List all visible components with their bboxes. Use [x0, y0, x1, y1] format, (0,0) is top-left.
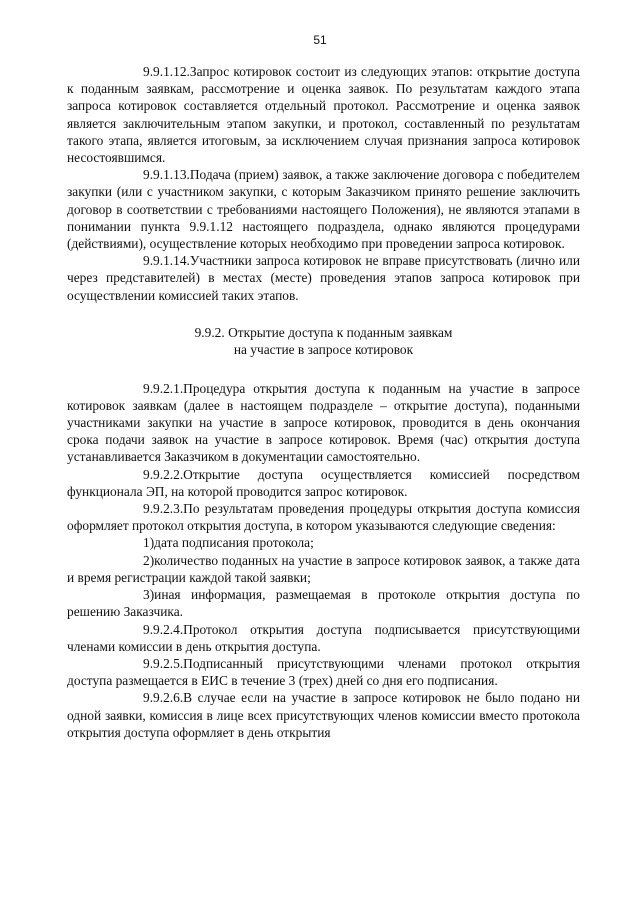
list-item [67, 534, 580, 551]
paragraph-number: 9.9.2.4. [143, 621, 184, 637]
paragraph-9-9-2-6 [67, 689, 580, 741]
paragraph-number: 9.9.2.5. [143, 655, 184, 671]
paragraph-number: 9.9.1.14. [143, 253, 190, 269]
paragraph-text: Подписанный присутствующими членами протокол открытия доступа размещается в ЕИС в течение 3 (трех) дней со дня его подписания. [67, 655, 580, 689]
list-item-text: дата подписания протокола; [154, 535, 314, 551]
paragraph-text: Участники запроса котировок не вправе присутствовать (лично или через представителей) в местах (месте) проведения этапов запроса котировок при осуществлении комиссией таких этапов. [67, 253, 580, 303]
list-item-number: 2) [143, 552, 155, 568]
paragraph-9-9-2-5 [67, 655, 580, 689]
list-item [67, 586, 580, 620]
document-body [67, 63, 580, 741]
paragraph-9-9-1-12 [67, 63, 580, 166]
paragraph-number: 9.9.1.12. [143, 64, 190, 79]
paragraph-number: 9.9.1.13. [143, 167, 190, 183]
paragraph-9-9-2-1 [67, 380, 580, 466]
list-item-number: 1) [143, 535, 155, 551]
paragraph-text: Протокол открытия доступа подписывается присутствующими членами комиссии в день открытия доступа. [67, 621, 580, 654]
section-heading-line-2: на участие в запросе котировок [233, 342, 414, 358]
paragraph-text: По результатам проведения процедуры открытия доступа комиссия оформляет протокол открытия доступа, в котором указываются следующие сведения: [67, 501, 580, 534]
paragraph-9-9-2-3 [67, 500, 580, 534]
paragraph-number: 9.9.2.6. [143, 690, 184, 706]
paragraph-text: Открытие доступа осуществляется комиссией посредством функционала ЭП, на которой проводится запрос котировок. [67, 466, 580, 499]
paragraph-text: В случае если на участие в запросе котировок не было подано ни одной заявки, комиссия в лице всех присутствующих членов комиссии вместо протокола открытия доступа оформляет в день открытия [67, 690, 580, 740]
list-item-text: количество поданных на участие в запросе котировок заявок, а также дата и время регистрации каждой такой заявки; [67, 552, 580, 585]
paragraph-9-9-2-2 [67, 466, 580, 500]
list-item-text: иная информация, размещаемая в протоколе открытия доступа по решению Заказчика. [67, 587, 580, 620]
paragraph-text: Подача (прием) заявок, а также заключение договора с победителем закупки (или с участником закупки, с которым Заказчиком принято решение заключить договор в соответствии с требованиями настоящего Положения), не являются этапами в понимании пункта 9.9.1.12 настоящего подраздела, однако являются процедурами (действиями), осуществление которых необходимо при проведении запроса котировок. [67, 167, 580, 252]
paragraph-number: 9.9.2.3. [143, 501, 184, 517]
paragraph-text: Процедура открытия доступа к поданным на участие в запросе котировок заявкам (далее в настоящем подразделе – открытие доступа), поданными участниками закупки на участие в запросе котировок, проводится в день окончания срока подачи заявок на участие в запросе котировок. Время (час) открытия доступа устанавливается Заказчиком в документации самостоятельно. [67, 380, 580, 465]
paragraph-9-9-1-14 [67, 252, 580, 304]
paragraph-number: 9.9.2.2. [143, 466, 184, 482]
section-heading-line-1: 9.9.2. Открытие доступа к поданным заявкам [194, 324, 453, 340]
list-item-number: 3) [143, 587, 155, 603]
section-heading [67, 324, 580, 359]
list-item [67, 552, 580, 586]
paragraph-text: Запрос котировок состоит из следующих этапов: открытие доступа к поданным заявкам, рассмотрение и оценка заявок. По результатам каждого этапа запроса котировок составляется отдельный протокол. Рассмотрение и оценка заявок является заключительным этапом закупки, и протокол, составленный по результатам такого этапа, является итоговым, за исключением случая признания запроса котировок несостоявшимся. [67, 64, 580, 166]
page-number: 51 [313, 33, 327, 47]
paragraph-number: 9.9.2.1. [143, 380, 184, 396]
paragraph-9-9-1-13 [67, 166, 580, 252]
paragraph-9-9-2-4 [67, 621, 580, 655]
